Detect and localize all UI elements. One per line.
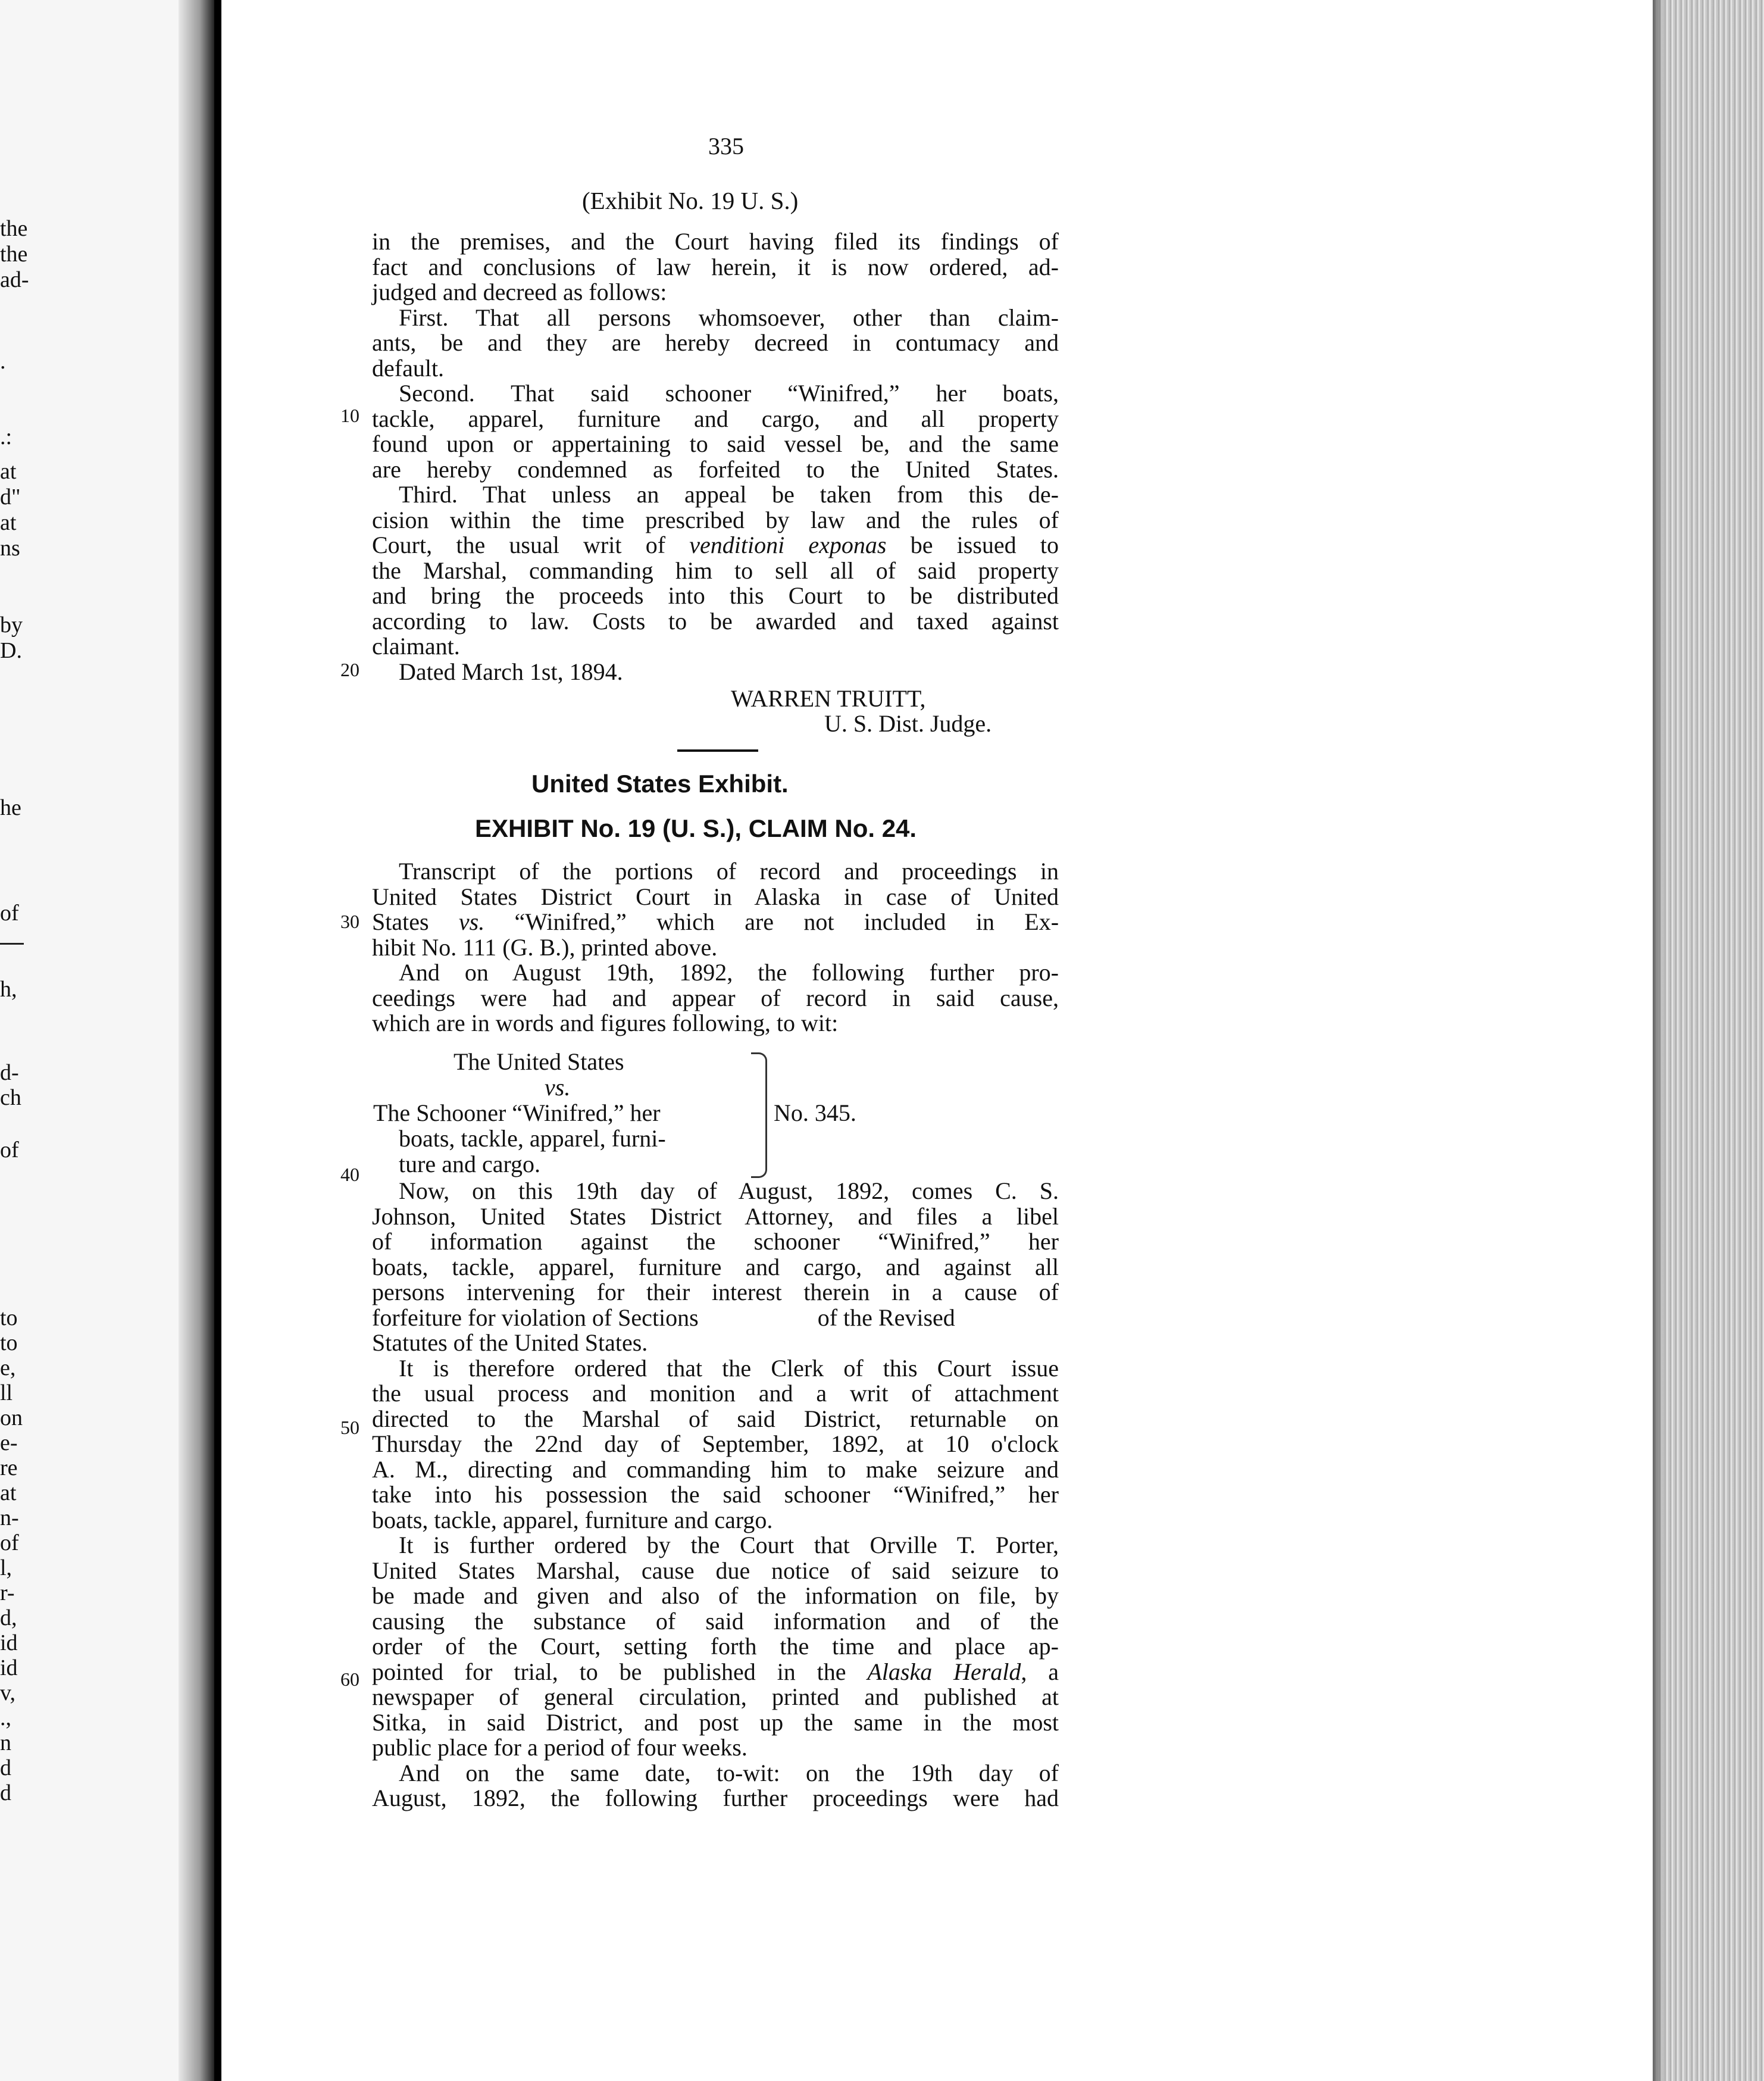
text-line: order of the Court, setting forth the time and place ap-: [372, 1633, 1059, 1660]
text-line: ceedings were had and appear of record in said cause,: [372, 984, 1059, 1011]
margin-fragment: re: [0, 1455, 18, 1480]
text-line: judged and decreed as follows:: [372, 279, 667, 305]
page-edge-shadow: [1653, 0, 1665, 2081]
text-line: newspaper of general circulation, printed and published at: [372, 1683, 1059, 1710]
margin-fragment: at: [0, 459, 17, 484]
margin-rule: [0, 943, 24, 945]
margin-fragment: v,: [0, 1680, 16, 1705]
text-line: And on August 19th, 1892, the following further pro-: [399, 959, 1059, 986]
text-line: the Marshal, commanding him to sell all of said property: [372, 557, 1059, 584]
line-number: 50: [340, 1417, 359, 1438]
signature-name: WARREN TRUITT,: [731, 685, 926, 712]
text-line: fact and conclusions of law herein, it is now ordered, ad-: [372, 253, 1059, 280]
line-number: 60: [340, 1668, 359, 1690]
text-line: Now, on this 19th day of August, 1892, comes C. S.: [399, 1177, 1059, 1204]
text-line: directed to the Marshal of said District, returnable on: [372, 1405, 1059, 1432]
text-line: which are in words and figures following, to wit:: [372, 1010, 839, 1036]
margin-fragment: id: [0, 1630, 18, 1655]
proceedings-text: [372, 1179, 1059, 1811]
margin-fragment: n-: [0, 1505, 19, 1530]
margin-fragment: at: [0, 510, 17, 535]
margin-fragment: .:: [0, 424, 12, 449]
signature-title: U. S. Dist. Judge.: [824, 710, 992, 737]
text-line: August, 1892, the following further proceedings were had: [372, 1785, 1059, 1811]
text-line: States vs. “Winifred,” which are not included in Ex-: [372, 908, 1059, 935]
caption-defendant: ture and cargo.: [399, 1151, 541, 1177]
margin-fragment: d": [0, 485, 21, 510]
margin-fragment: to: [0, 1305, 18, 1330]
caption-defendant: boats, tackle, apparel, furni-: [399, 1125, 666, 1152]
text-line: boats, tackle, apparel, furniture and cargo, and against all: [372, 1253, 1059, 1280]
exhibit-header: (Exhibit No. 19 U. S.): [582, 187, 799, 214]
text-line: United States Marshal, cause due notice of said seizure to: [372, 1557, 1059, 1584]
dated-line: Dated March 1st, 1894.: [399, 658, 623, 685]
text-line: A. M., directing and commanding him to make seizure and: [372, 1455, 1059, 1483]
text-line: be made and given and also of the information on file, by: [372, 1582, 1059, 1609]
margin-fragment: ns: [0, 536, 20, 561]
caption-vs: vs.: [545, 1074, 571, 1101]
text-line: take into his possession the said schooner “Winifred,” her: [372, 1481, 1059, 1508]
caption-brace: [751, 1052, 767, 1178]
margin-fragment: of: [0, 1138, 19, 1163]
text-line: Sitka, in said District, and post up the same in the most: [372, 1708, 1059, 1736]
text-line: tackle, apparel, furniture and cargo, and all property: [372, 405, 1059, 432]
margin-fragment: d: [0, 1780, 11, 1805]
text-line: Third. That unless an appeal be taken from this de-: [399, 481, 1059, 508]
text-line: boats, tackle, apparel, furniture and cargo.: [372, 1506, 773, 1533]
margin-fragment: to: [0, 1330, 18, 1355]
text-line: Transcript of the portions of record and proceedings in: [399, 858, 1059, 885]
text-line: cision within the time prescribed by law and the rules of: [372, 506, 1059, 533]
page-edges: [1653, 0, 1764, 2081]
text-line: forfeiture for violation of Sections of the Revised: [372, 1304, 955, 1331]
text-line: are hereby condemned as forfeited to the United States.: [372, 455, 1059, 483]
text-line: And on the same date, to-wit: on the 19th day of: [399, 1759, 1059, 1786]
margin-fragment: the: [0, 216, 28, 241]
line-number: 30: [340, 911, 359, 932]
text-line: Thursday the 22nd day of September, 1892, at 10 o'clock: [372, 1430, 1059, 1457]
text-line: causing the substance of said information and of the: [372, 1607, 1059, 1635]
margin-fragment: the: [0, 242, 28, 267]
text-line: Second. That said schooner “Winifred,” her boats,: [399, 380, 1059, 407]
text-line: First. That all persons whomsoever, other than claim-: [399, 304, 1059, 331]
page-gutter: [179, 0, 214, 2081]
text-line: Court, the usual writ of venditioni exponas be issued to: [372, 532, 1059, 558]
margin-fragment: by: [0, 613, 23, 638]
text-line: It is further ordered by the Court that Orville T. Porter,: [399, 1532, 1059, 1558]
margin-fragment: .,: [0, 1705, 11, 1730]
margin-fragment: .: [0, 349, 6, 374]
text-line: default.: [372, 354, 445, 382]
text-line: hibit No. 111 (G. B.), printed above.: [372, 933, 718, 961]
text-line: according to law. Costs to be awarded and taxed against: [372, 607, 1059, 635]
left-page-fragment: [0, 0, 196, 2081]
margin-fragment: he: [0, 795, 21, 820]
section-subtitle: EXHIBIT No. 19 (U. S.), CLAIM No. 24.: [475, 814, 917, 842]
text-line: found upon or appertaining to said vessel be, and the same: [372, 430, 1059, 457]
order-text: [372, 229, 1059, 685]
text-line: Statutes of the United States.: [372, 1329, 648, 1356]
text-line: in the premises, and the Court having filed its findings of: [372, 228, 1059, 255]
margin-fragment: id: [0, 1655, 18, 1680]
margin-fragment: h,: [0, 977, 17, 1002]
margin-fragment: d: [0, 1755, 11, 1780]
text-line: It is therefore ordered that the Clerk of this Court issue: [399, 1354, 1059, 1382]
margin-fragment: of: [0, 1530, 19, 1555]
text-line: pointed for trial, to be published in the Alaska Herald, a: [372, 1658, 1059, 1685]
margin-fragment: D.: [0, 638, 22, 663]
caption-plaintiff: The United States: [453, 1048, 624, 1075]
text-line: public place for a period of four weeks.: [372, 1734, 747, 1761]
margin-fragment: of: [0, 901, 19, 926]
text-line: Johnson, United States District Attorney, and files a libel: [372, 1202, 1059, 1230]
page-number: 335: [708, 133, 744, 160]
line-number: 40: [340, 1164, 359, 1185]
margin-fragment: e-: [0, 1430, 18, 1455]
text-line: ants, be and they are hereby decreed in contumacy and: [372, 329, 1059, 356]
margin-fragment: n: [0, 1730, 11, 1755]
margin-fragment: d,: [0, 1605, 17, 1630]
line-number: 20: [340, 659, 359, 680]
section-title: United States Exhibit.: [531, 770, 789, 798]
margin-fragment: ll: [0, 1380, 13, 1405]
case-number: No. 345.: [774, 1099, 856, 1126]
section-divider: [677, 749, 758, 752]
text-line: persons intervening for their interest therein in a cause of: [372, 1279, 1059, 1305]
text-line: the usual process and monition and a writ of attachment: [372, 1380, 1059, 1407]
margin-fragment: on: [0, 1405, 23, 1430]
margin-fragment: d-: [0, 1060, 19, 1085]
text-line: United States District Court in Alaska in case of United: [372, 883, 1059, 910]
text-line: and bring the proceeds into this Court to be distributed: [372, 582, 1059, 609]
transcript-intro: [372, 859, 1059, 1036]
margin-fragment: ad-: [0, 267, 29, 292]
text-line: claimant.: [372, 633, 460, 660]
margin-fragment: e,: [0, 1355, 16, 1380]
margin-fragment: at: [0, 1480, 17, 1505]
margin-fragment: l,: [0, 1555, 12, 1580]
margin-fragment: r-: [0, 1580, 15, 1605]
line-number: 10: [340, 405, 359, 426]
margin-fragment: ch: [0, 1085, 21, 1110]
text-line: of information against the schooner “Winifred,” her: [372, 1228, 1059, 1255]
caption-defendant: The Schooner “Winifred,” her: [373, 1099, 661, 1126]
